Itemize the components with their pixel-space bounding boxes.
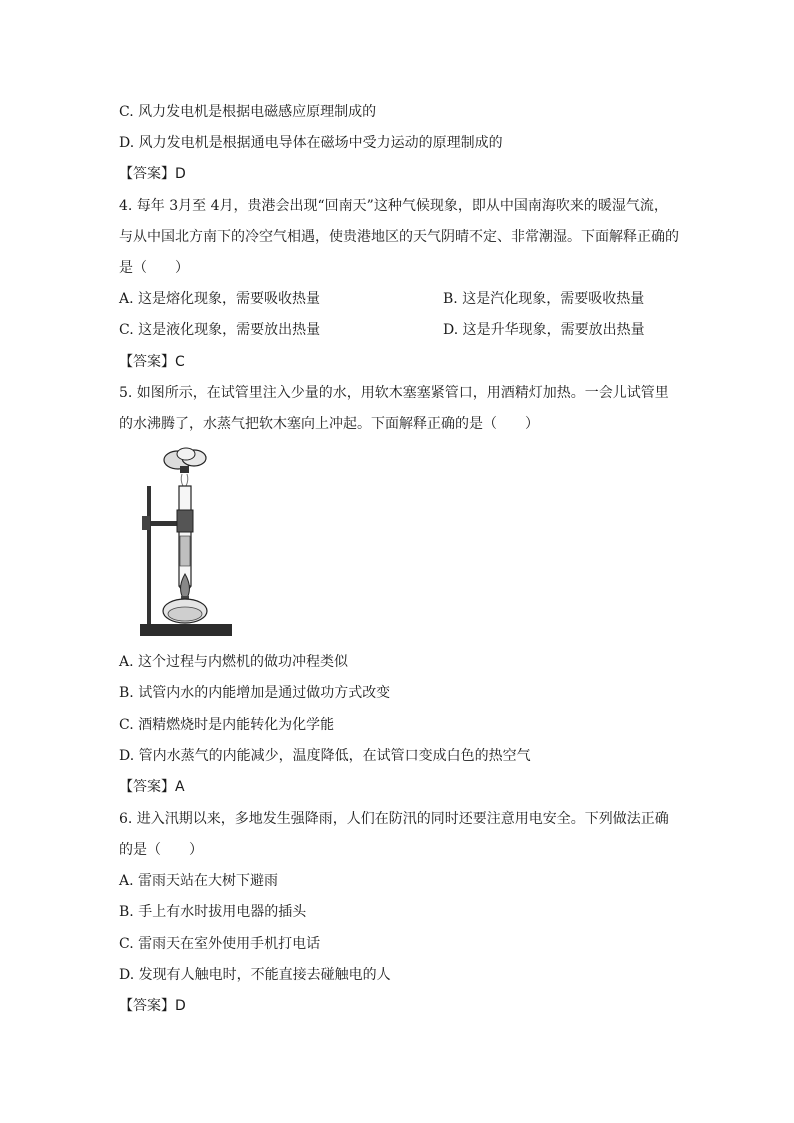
q6-option-c: C. 雷雨天在室外使用手机打电话 [119, 936, 321, 952]
q5-option-c: C. 酒精燃烧时是内能转化为化学能 [119, 717, 335, 733]
q3-option-c: C. 风力发电机是根据电磁感应原理制成的 [119, 104, 377, 120]
q5-answer: 【答案】A [119, 779, 185, 795]
stand-rod [147, 486, 151, 626]
steam-cloud [164, 448, 206, 486]
q5-stem-line-2: 的水沸腾了，水蒸气把软木塞向上冲起。下面解释正确的是（ ） [119, 416, 539, 432]
alcohol-lamp [163, 596, 207, 623]
q4-option-a: A. 这是熔化现象，需要吸收热量 [119, 291, 321, 307]
q6-option-b: B. 手上有水时拔用电器的插头 [119, 904, 307, 920]
stand-base [140, 624, 232, 636]
q3-option-d: D. 风力发电机是根据通电导体在磁场中受力运动的原理制成的 [119, 135, 503, 151]
q6-stem-line-2: 的是（ ） [119, 842, 203, 858]
q5-option-d: D. 管内水蒸气的内能减少，温度降低，在试管口变成白色的热空气 [119, 748, 531, 764]
q6-option-d: D. 发现有人触电时，不能直接去碰触电的人 [119, 967, 391, 983]
q6-option-a: A. 雷雨天站在大树下避雨 [119, 873, 279, 889]
q4-option-c: C. 这是液化现象，需要放出热量 [119, 322, 321, 338]
q4-stem-line-2: 与从中国北方南下的冷空气相遇，使贵港地区的天气阴晴不定、非常潮湿。下面解释正确的 [119, 229, 679, 245]
q5-option-b: B. 试管内水的内能增加是通过做功方式改变 [119, 685, 391, 701]
test-tube-apparatus-figure [136, 446, 236, 642]
q4-stem-line-1: 4. 每年 3月至 4月，贵港会出现“回南天”这种气候现象，即从中国南海吹来的暖湿气流， [119, 198, 668, 214]
q4-answer: 【答案】C [119, 354, 185, 370]
q4-option-d: D. 这是升华现象，需要放出热量 [443, 322, 645, 338]
q4-option-b: B. 这是汽化现象，需要吸收热量 [443, 291, 645, 307]
q3-answer: 【答案】D [119, 166, 186, 182]
q5-stem-line-1: 5. 如图所示，在试管里注入少量的水，用软木塞塞紧管口，用酒精灯加热。一会儿试管里 [119, 385, 669, 401]
q5-option-a: A. 这个过程与内燃机的做功冲程类似 [119, 654, 349, 670]
q6-answer: 【答案】D [119, 998, 186, 1014]
q6-stem-line-1: 6. 进入汛期以来，多地发生强降雨，人们在防汛的同时还要注意用电安全。下列做法正确 [119, 811, 669, 827]
q4-stem-line-3: 是（ ） [119, 260, 189, 276]
